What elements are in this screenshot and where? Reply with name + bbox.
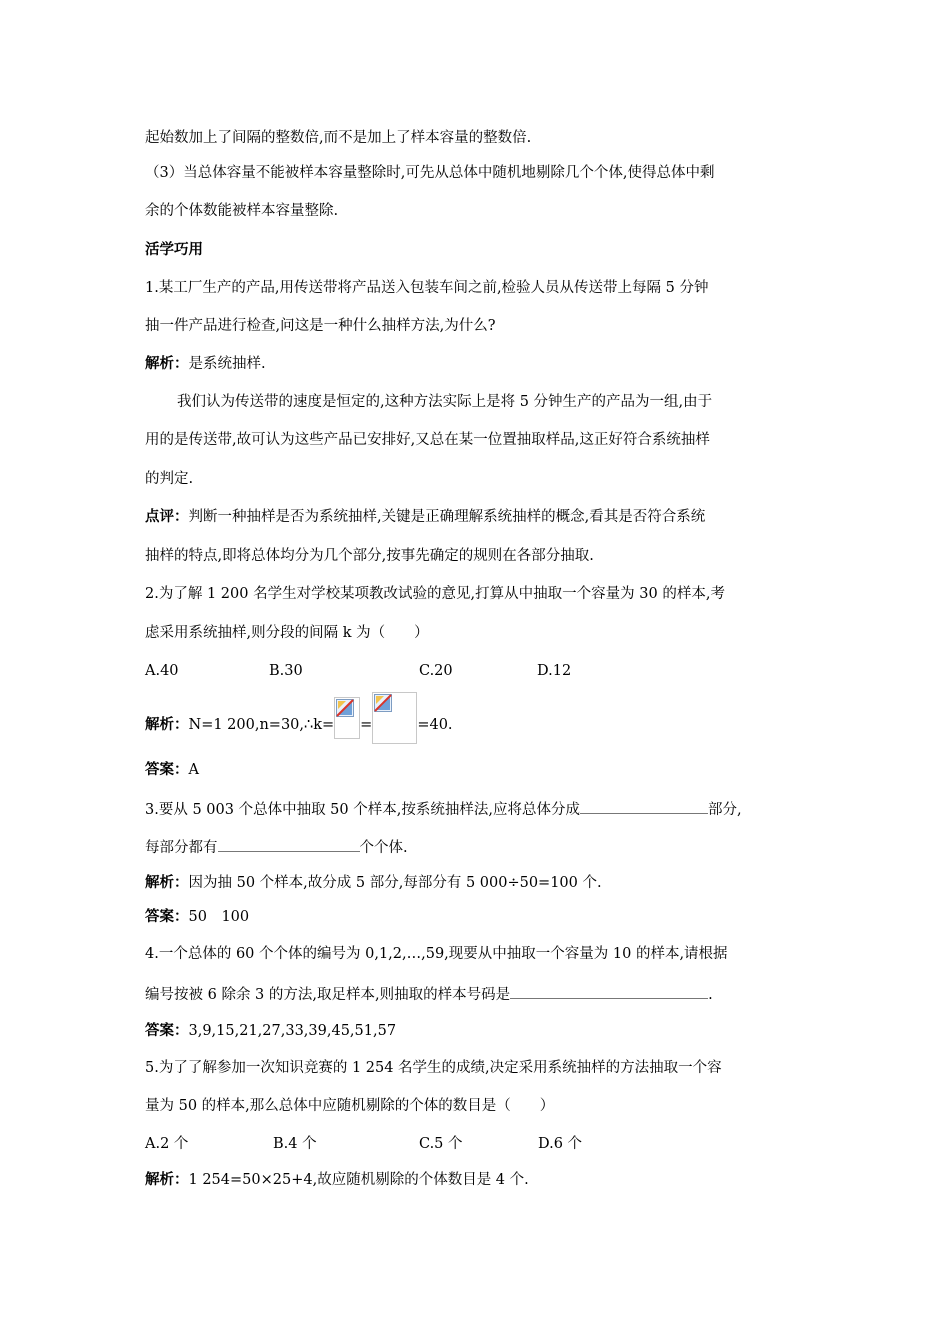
fill-blank[interactable] (510, 983, 708, 999)
analysis-label: 解析： (145, 717, 189, 733)
question-2-line: 虑采用系统抽样,则分段的间隔 k 为（ ） (145, 625, 429, 641)
question-text: . (708, 987, 713, 1003)
answer-label: 答案： (145, 909, 189, 925)
question-2-line: 2.为了解 1 200 名学生对学校某项教改试验的意见,打算从中抽取一个容量为 30 的样本,考 (145, 586, 725, 602)
option-b: B.30 (269, 663, 303, 679)
paragraph-line: 的判定. (145, 471, 194, 487)
analysis-label: 解析： (145, 356, 189, 372)
paragraph-line: 用的是传送带,故可认为这些产品已安排好,又总在某一位置抽取样品,这正好符合系统抽样 (145, 432, 710, 448)
answer-text: 3,9,15,21,27,33,39,45,51,57 (188, 1023, 397, 1039)
formula-image (334, 697, 360, 739)
question-text: 3.要从 5 003 个总体中抽取 50 个样本,按系统抽样法,应将总体分成 (145, 802, 580, 818)
option-a: A.2 个 (145, 1136, 189, 1152)
analysis-text: 因为抽 50 个样本,故分成 5 部分,每部分有 5 000÷50=100 个. (188, 875, 602, 891)
analysis-text: N=1 200,n=30,∴k= (188, 717, 335, 733)
analysis-1 (145, 354, 810, 374)
question-3-line (145, 836, 810, 858)
comment-text: 判断一种抽样是否为系统抽样,关键是正确理解系统抽样的概念,看其是否符合系统 (188, 509, 706, 525)
question-4-line (145, 983, 810, 1005)
analysis-result: =40. (417, 717, 453, 733)
option-c: C.5 个 (419, 1136, 463, 1152)
question-3-line (145, 798, 810, 820)
paragraph-line: 我们认为传送带的速度是恒定的,这种方法实际上是将 5 分钟生产的产品为一组,由于 (177, 394, 713, 410)
analysis-label: 解析： (145, 1172, 189, 1188)
question-1-line: 抽一件产品进行检查,问这是一种什么抽样方法,为什么? (145, 318, 496, 334)
broken-image-icon (374, 694, 392, 712)
text-line: 起始数加上了间隔的整数倍,而不是加上了样本容量的整数倍. (145, 130, 532, 146)
option-c: C.20 (419, 663, 453, 679)
answer-label: 答案： (145, 1023, 189, 1039)
question-text: 个个体. (359, 840, 408, 856)
answer-label: 答案： (145, 762, 189, 778)
comment-line: 抽样的特点,即将总体均分为几个部分,按事先确定的规则在各部分抽取. (145, 548, 594, 564)
section-heading: 活学巧用 (145, 242, 203, 258)
option-d: D.12 (537, 663, 572, 679)
question-text: 编号按被 6 除余 3 的方法,取足样本,则抽取的样本号码是 (145, 987, 511, 1003)
question-5-line: 量为 50 的样本,那么总体中应随机剔除的个体的数目是（ ） (145, 1098, 555, 1114)
analysis-2 (145, 706, 810, 746)
question-4-line: 4.一个总体的 60 个个体的编号为 0,1,2,…,59,现要从中抽取一个容量为 10 的样本,请根据 (145, 946, 728, 962)
answer-text: A (188, 762, 199, 778)
answer-2 (145, 760, 810, 780)
broken-image-icon (336, 699, 354, 717)
equals-sign: = (360, 717, 373, 733)
fill-blank[interactable] (218, 836, 360, 852)
answer-text: 50 100 (188, 909, 250, 925)
analysis-5 (145, 1170, 810, 1190)
text-line: 余的个体数能被样本容量整除. (145, 203, 339, 219)
option-b: B.4 个 (273, 1136, 317, 1152)
option-d: D.6 个 (538, 1136, 583, 1152)
analysis-label: 解析： (145, 875, 189, 891)
question-5-line: 5.为了了解参加一次知识竞赛的 1 254 名学生的成绩,决定采用系统抽样的方法抽取一个容 (145, 1060, 722, 1076)
formula-image (372, 692, 417, 744)
fill-blank[interactable] (580, 798, 708, 814)
comment-label: 点评： (145, 509, 189, 525)
comment-1 (145, 507, 810, 527)
question-text: 部分, (707, 802, 742, 818)
option-a: A.40 (145, 663, 179, 679)
question-1-line: 1.某工厂生产的产品,用传送带将产品送入包装车间之前,检验人员从传送带上每隔 5 分钟 (145, 280, 709, 296)
analysis-text: 是系统抽样. (188, 356, 266, 372)
answer-3 (145, 907, 810, 927)
analysis-3 (145, 873, 810, 893)
text-line: （3）当总体容量不能被样本容量整除时,可先从总体中随机地剔除几个个体,使得总体中剩 (145, 165, 715, 181)
analysis-text: 1 254=50×25+4,故应随机剔除的个体数目是 4 个. (188, 1172, 529, 1188)
question-text: 每部分都有 (145, 840, 218, 856)
answer-4 (145, 1021, 810, 1041)
